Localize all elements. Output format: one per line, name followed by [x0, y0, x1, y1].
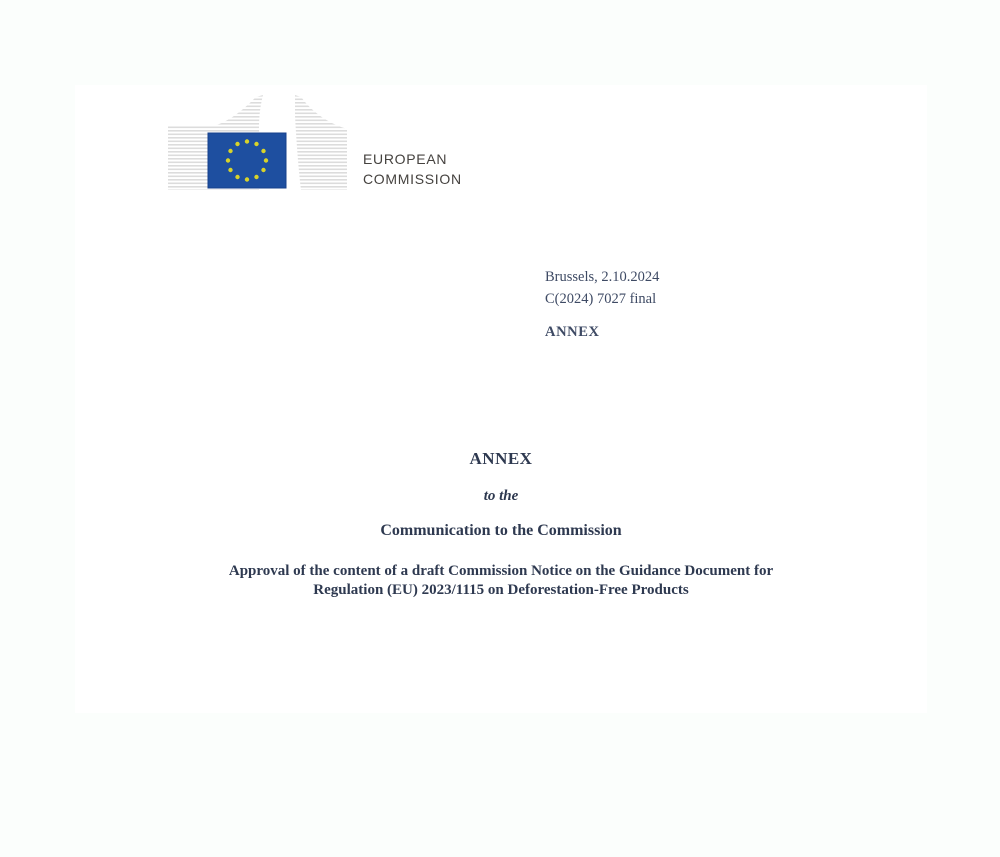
parent-document-title: Communication to the Commission: [380, 522, 622, 539]
annex-heading: ANNEX: [469, 449, 533, 468]
ec-logo-graphic: [168, 95, 348, 195]
document-page: [75, 85, 927, 713]
eu-flag-icon: [208, 133, 286, 188]
annex-subheading: to the: [483, 488, 519, 504]
ec-wordmark: [363, 149, 462, 189]
place-date: Brussels, 2.10.2024: [545, 269, 660, 285]
document-header-block: [545, 266, 659, 343]
logo-stripes-right-icon: [295, 95, 347, 190]
document-subject-line1: Approval of the content of a draft Commission Notice on the Guidance Document for: [228, 563, 774, 579]
ec-logo: [168, 95, 348, 195]
document-subject: [75, 562, 927, 600]
annex-label: ANNEX: [545, 324, 600, 340]
document-reference: C(2024) 7027 final: [545, 291, 657, 307]
document-subject-line2: Regulation (EU) 2023/1115 on Deforestation-Free Products: [313, 582, 689, 598]
ec-wordmark-line2: COMMISSION: [363, 171, 462, 187]
ec-wordmark-line1: EUROPEAN: [363, 151, 448, 167]
